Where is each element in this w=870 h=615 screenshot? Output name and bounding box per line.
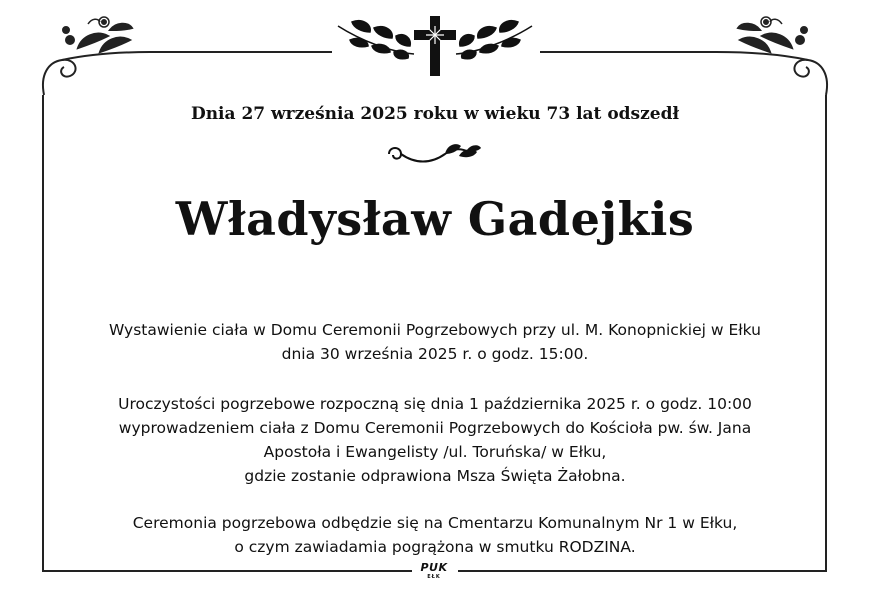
- paragraph-ceremony: [60, 392, 810, 488]
- frame-bottom-border-left: [42, 570, 412, 572]
- floral-flourish-icon: [716, 17, 827, 95]
- paragraph-line: Apostoła i Ewangelisty /ul. Toruńska/ w Ełku,: [263, 443, 607, 461]
- paragraph-line: gdzie zostanie odprawiona Msza Święta Żałobna.: [244, 467, 626, 485]
- logo-main-text: PUK: [420, 561, 448, 574]
- paragraph-line: Ceremonia pogrzebowa odbędzie się na Cmentarzu Komunalnym Nr 1 w Ełku,: [132, 514, 738, 532]
- cross-with-laurel-icon: [338, 16, 532, 76]
- top-ornament: [0, 0, 870, 100]
- leaf-swirl-divider-icon: [385, 142, 485, 168]
- paragraph-viewing: [60, 318, 810, 366]
- paragraph-burial: [60, 511, 810, 559]
- floral-flourish-icon: [43, 17, 150, 95]
- paragraph-line: Wystawienie ciała w Domu Ceremonii Pogrzebowych przy ul. M. Konopnickiej w Ełku: [108, 321, 761, 339]
- deceased-name: Władysław Gadejkis: [175, 192, 695, 246]
- intro-line: Dnia 27 września 2025 roku w wieku 73 lat odszedł: [190, 104, 680, 124]
- paragraph-line: o czym zawiadamia pogrążona w smutku RODZINA.: [234, 538, 636, 556]
- logo-sub-text: EŁK: [427, 574, 441, 580]
- paragraph-line: dnia 30 września 2025 r. o godz. 15:00.: [281, 345, 589, 363]
- paragraph-line: wyprowadzeniem ciała z Domu Ceremonii Pogrzebowych do Kościoła pw. św. Jana: [118, 419, 752, 437]
- frame-right-border: [825, 95, 827, 571]
- frame-left-border: [42, 95, 44, 571]
- puk-logo: [414, 562, 454, 584]
- frame-bottom-border-right: [458, 570, 827, 572]
- paragraph-line: Uroczystości pogrzebowe rozpoczną się dnia 1 października 2025 r. o godz. 10:00: [118, 395, 752, 413]
